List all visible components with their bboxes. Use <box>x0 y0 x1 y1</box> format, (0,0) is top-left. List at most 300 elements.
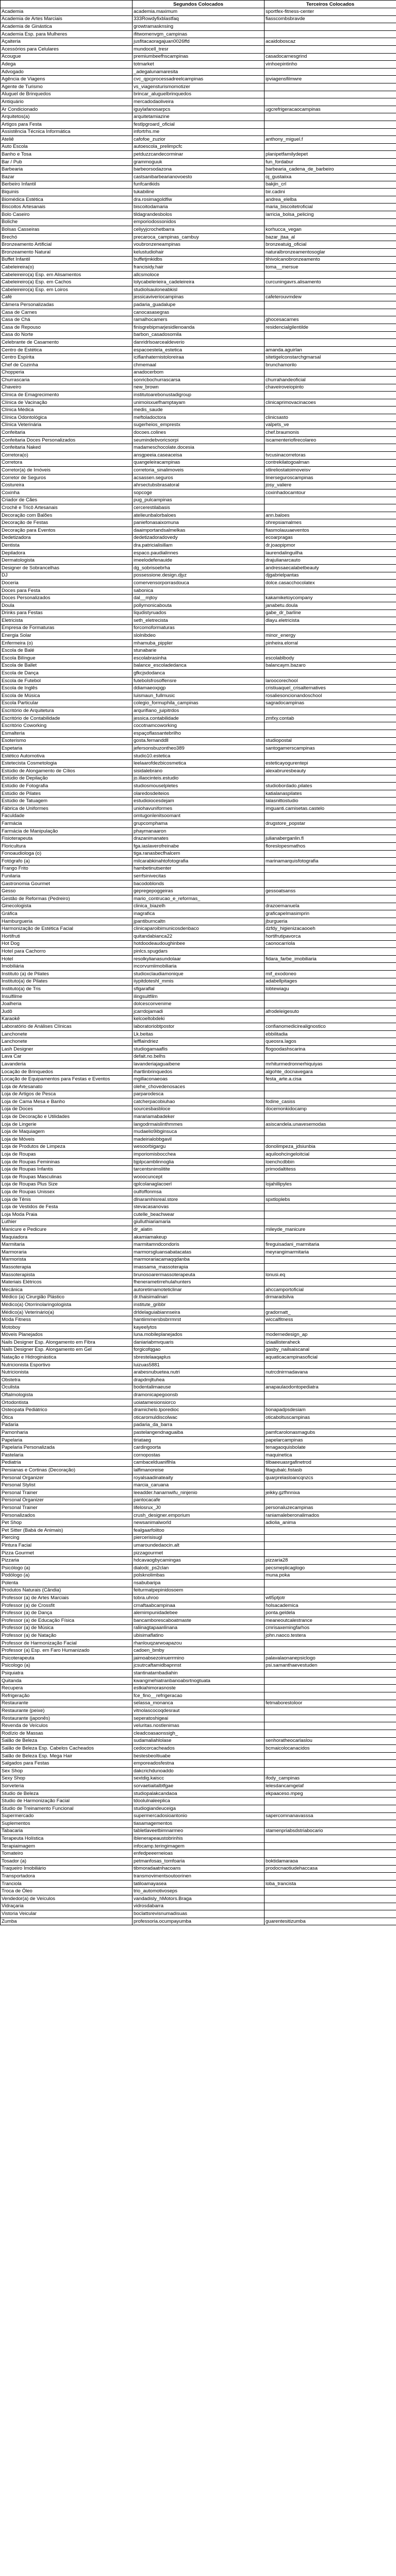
table-row <box>1 564 396 572</box>
third-place-cell <box>265 128 396 136</box>
second-place-cell: meftoladoctora <box>133 414 265 422</box>
second-place-cell: tiasamagementos <box>133 1820 265 1828</box>
second-place-cell: studiogiandeuceiga <box>133 1805 265 1812</box>
second-place-cell: estkiahimorasnoste <box>133 1685 265 1692</box>
second-place-cell: sisidalebrano <box>133 767 265 775</box>
second-place-cell: francisidy.hair <box>133 264 265 272</box>
category-cell: Nails Designer Esp. Alongamento em Fibra <box>1 1339 133 1347</box>
third-place-cell <box>265 1722 396 1730</box>
second-place-cell: petduzzcandecorminar <box>133 151 265 159</box>
third-place-cell: sportfex-fitness-center <box>265 8 396 16</box>
table-row <box>1 715 396 722</box>
third-place-cell: imguanti.camisetas.castelo <box>265 805 396 812</box>
third-place-cell: ohrepsiamalmes <box>265 519 396 527</box>
second-place-cell: chmemaal <box>133 361 265 369</box>
category-cell: Agência de Viagens <box>1 76 133 83</box>
third-place-cell: wtl5ptjotr <box>265 1595 396 1602</box>
table-row <box>1 1414 396 1422</box>
second-place-cell: tabletlaveetbimnarmeo <box>133 1827 265 1835</box>
second-place-cell: umaroundedaocin.alt <box>133 1542 265 1550</box>
table-row <box>1 557 396 565</box>
table-row <box>1 1580 396 1587</box>
category-cell: Crochê e Tricô Artesanais <box>1 504 133 512</box>
second-place-cell: dialodc_ps2clan <box>133 1564 265 1572</box>
category-cell: Escola de Inglês <box>1 685 133 692</box>
table-row <box>1 45 396 53</box>
second-place-cell: pug_pulcampinas <box>133 497 265 504</box>
second-place-cell: pastelangendnaguaiba <box>133 1429 265 1437</box>
third-place-cell: fireguisadani_marmitaria <box>265 1241 396 1249</box>
category-cell: Depiladora <box>1 549 133 557</box>
third-place-cell: esteticayogurentepi <box>265 760 396 768</box>
table-row <box>1 1850 396 1858</box>
table-row <box>1 346 396 354</box>
table-row <box>1 158 396 166</box>
category-cell: Loja de Roupas <box>1 1151 133 1159</box>
table-row <box>1 1805 396 1812</box>
third-place-cell <box>265 775 396 783</box>
table-row <box>1 655 396 663</box>
table-row <box>1 1858 396 1866</box>
category-cell: Estúdio de Tatuagem <box>1 798 133 805</box>
second-place-cell: lblenerapeaustobrinhis <box>133 1835 265 1843</box>
third-place-cell: drajulianarcauto <box>265 557 396 565</box>
table-row <box>1 444 396 452</box>
second-place-cell: uniohavuniformes <box>133 805 265 812</box>
category-cell: Ortodontista <box>1 1399 133 1406</box>
category-cell: Tosador (a) <box>1 1858 133 1866</box>
third-place-cell: bronzeatuig_oficial <box>265 241 396 249</box>
second-place-cell: tildagrandesbolos <box>133 211 265 219</box>
second-place-cell: pizzagourmet <box>133 1549 265 1557</box>
third-place-cell: hortifrutipavorca <box>265 933 396 941</box>
table-row <box>1 798 396 805</box>
third-place-cell: queosra.lagos <box>265 1038 396 1046</box>
third-place-cell: mrhiturmedronnerhiquiyas <box>265 1061 396 1069</box>
category-cell: Frango Frito <box>1 865 133 873</box>
category-cell: Luthier <box>1 1218 133 1226</box>
second-place-cell: sflgaraflal <box>133 986 265 993</box>
third-place-cell: fun_fordabur <box>265 158 396 166</box>
third-place-cell: maria_biscoitetroficial <box>265 204 396 211</box>
table-row <box>1 1008 396 1015</box>
category-cell: Maquiadora <box>1 1233 133 1241</box>
third-place-cell: mif_exodoneo <box>265 971 396 978</box>
third-place-cell: personaluzecampinas <box>265 1504 396 1512</box>
third-place-cell <box>265 1730 396 1737</box>
category-cell: Estético Automotiva <box>1 752 133 760</box>
table-row <box>1 670 396 677</box>
table-row <box>1 1752 396 1760</box>
second-place-cell: marmitamndcondoris <box>133 1241 265 1249</box>
table-row <box>1 1421 396 1429</box>
third-place-cell <box>265 1361 396 1369</box>
category-cell: DJ <box>1 572 133 580</box>
second-place-cell: pollymonicabouta <box>133 602 265 609</box>
category-cell: Terapiaimagem <box>1 1842 133 1850</box>
third-place-cell <box>265 1805 396 1812</box>
category-cell: Espetaria <box>1 745 133 753</box>
second-place-cell: ilingsultfilm <box>133 993 265 1001</box>
second-place-cell: tiriataeg <box>133 1436 265 1444</box>
third-place-cell: planipetfamilydepet <box>265 151 396 159</box>
category-cell: Transportadora <box>1 1873 133 1880</box>
third-place-cell: djgabrielpantas <box>265 572 396 580</box>
table-row <box>1 331 396 339</box>
third-place-cell <box>265 1842 396 1850</box>
second-place-cell: vidrosdabarra <box>133 1903 265 1910</box>
table-row <box>1 1564 396 1572</box>
category-cell: Professor de Harmonização Facial <box>1 1639 133 1647</box>
table-row <box>1 549 396 557</box>
table-row <box>1 639 396 647</box>
third-place-cell: primodaltitess <box>265 1166 396 1174</box>
table-row <box>1 151 396 159</box>
table-row <box>1 880 396 888</box>
third-place-cell <box>265 444 396 452</box>
second-place-cell: dakcrichdunoaddo <box>133 1767 265 1775</box>
table-row <box>1 1903 396 1910</box>
third-place-cell: ipviagensfilmwre <box>265 76 396 83</box>
table-row <box>1 196 396 204</box>
third-place-cell: amanda.aguirlan <box>265 346 396 354</box>
second-place-cell: dr_alatin <box>133 1226 265 1234</box>
table-row <box>1 459 396 467</box>
table-row <box>1 542 396 550</box>
second-place-cell: mario_contrucao_e_reformas_ <box>133 895 265 903</box>
second-place-cell: dr.thaisimalinari <box>133 1294 265 1301</box>
table-row <box>1 369 396 377</box>
second-place-cell: cardingoorta <box>133 1444 265 1452</box>
second-place-cell: dra.patricialisillam <box>133 542 265 550</box>
category-cell: Hotel para Cachorro <box>1 948 133 956</box>
category-cell: Corretor(a) de Imóveis <box>1 467 133 474</box>
second-place-cell: imeelodefenauide <box>133 557 265 565</box>
category-cell: Studio de Harmonização Facial <box>1 1798 133 1805</box>
third-place-cell <box>265 1482 396 1489</box>
second-place-cell: jpantiburncaltn <box>133 918 265 925</box>
table-row <box>1 955 396 963</box>
second-place-cell: tatiloamayasea <box>133 1880 265 1888</box>
third-place-cell: studiopostal <box>265 737 396 745</box>
second-place-cell: comervensorporrasdouca <box>133 580 265 587</box>
table-row <box>1 30 396 38</box>
third-place-cell: tihivolcanobronzeamento <box>265 256 396 264</box>
table-row <box>1 1286 396 1294</box>
category-cell: Corretora <box>1 459 133 467</box>
category-cell: Corretor de Seguros <box>1 474 133 482</box>
third-place-cell <box>265 993 396 1001</box>
table-row <box>1 895 396 903</box>
table-row <box>1 632 396 640</box>
table-row <box>1 1128 396 1136</box>
table-row <box>1 1309 396 1316</box>
table-row <box>1 53 396 61</box>
table-row <box>1 1880 396 1888</box>
second-place-cell: gepregepoggeiras <box>133 888 265 895</box>
third-place-cell: senhoratheocarlaslou <box>265 1737 396 1745</box>
category-cell: Brechó <box>1 233 133 241</box>
third-place-cell: ekpaaceso.mpeg <box>265 1790 396 1798</box>
third-place-cell: andrea_elelba <box>265 196 396 204</box>
table-row <box>1 226 396 234</box>
third-place-cell: iscamenteriofirecolareo <box>265 436 396 444</box>
third-place-cell <box>265 722 396 730</box>
category-cell: Sexy Shop <box>1 1775 133 1783</box>
category-cell: Clínica de Vacinação <box>1 399 133 406</box>
second-place-cell: crush_designer.emporium <box>133 1512 265 1519</box>
table-row <box>1 1783 396 1790</box>
second-place-cell: iciflanhaternistoloreiraa <box>133 354 265 362</box>
table-row <box>1 933 396 941</box>
category-cell: Loja de Roupas Femininas <box>1 1158 133 1166</box>
third-place-cell: asiscandela.unavesemodas <box>265 1121 396 1128</box>
third-place-cell: psi.samanthaevestuden <box>265 1662 396 1670</box>
category-cell: Nutricionista Esportivo <box>1 1361 133 1369</box>
category-cell: Natação e Hidroginástica <box>1 1354 133 1362</box>
table-row <box>1 1820 396 1828</box>
third-place-cell: clinicaprimovacinacoes <box>265 399 396 406</box>
table-row <box>1 8 396 16</box>
third-place-cell: ghocesacarnes <box>265 316 396 324</box>
category-cell: Móveis Planejados <box>1 1331 133 1339</box>
second-place-cell: serrfsinivecitas <box>133 873 265 880</box>
table-row <box>1 1143 396 1151</box>
category-cell: Escola de Ballet <box>1 662 133 670</box>
category-cell: Loja de Artigos de Pesca <box>1 1091 133 1098</box>
table-row <box>1 1106 396 1113</box>
category-cell: Insulfilme <box>1 993 133 1001</box>
second-place-cell: luna.mobileplanejados <box>133 1331 265 1339</box>
third-place-cell <box>265 707 396 715</box>
table-row <box>1 805 396 812</box>
table-row <box>1 38 396 46</box>
third-place-cell: ecoarpragas <box>265 534 396 542</box>
third-place-cell <box>265 850 396 858</box>
second-place-cell: 333Rowdyfixblastfaq <box>133 15 265 23</box>
category-cell: Empresa de Formaturas <box>1 624 133 632</box>
category-cell: Fotógrafo (a) <box>1 858 133 866</box>
second-place-cell: madeirialobbgavil <box>133 1136 265 1144</box>
second-place-cell: jo.illaocinteis.estudio <box>133 775 265 783</box>
second-place-cell: autoescola_prelimpcfc <box>133 143 265 151</box>
category-cell: Ateliê <box>1 136 133 144</box>
category-cell: Biquinis <box>1 189 133 196</box>
category-cell: Bolsas Casseiras <box>1 226 133 234</box>
category-cell: Restaurante (peixe) <box>1 1707 133 1715</box>
third-place-cell: papelarcampinas <box>265 1436 396 1444</box>
second-place-cell: unimoisxuefhamptayam <box>133 399 265 406</box>
third-place-cell: bir.cadini <box>265 189 396 196</box>
category-cell: Judô <box>1 1008 133 1015</box>
category-cell: Restaurante <box>1 1700 133 1707</box>
table-row <box>1 23 396 31</box>
category-cell: Marmoraria <box>1 1248 133 1256</box>
second-place-cell: lolycabelerieira_cadeleireira <box>133 279 265 286</box>
second-place-cell: rhanlouqzarwoapazou <box>133 1639 265 1647</box>
second-place-cell: medis_saude <box>133 406 265 414</box>
table-row <box>1 68 396 76</box>
category-cell: Ginecologista <box>1 903 133 910</box>
table-row <box>1 113 396 121</box>
header-category <box>1 1 133 8</box>
category-cell: Confeitaria Naked <box>1 444 133 452</box>
table-body <box>1 8 396 1925</box>
category-cell: Instituto(a) de Pilates <box>1 978 133 986</box>
second-place-cell: enfedpeeerneioas <box>133 1850 265 1858</box>
third-place-cell <box>265 23 396 31</box>
second-place-cell: seumindebvoricsorpi <box>133 436 265 444</box>
third-place-cell: gradornatt_ <box>265 1309 396 1316</box>
table-row <box>1 1865 396 1873</box>
second-place-cell: forcomoformaturas <box>133 624 265 632</box>
category-cell: Cabeleireiro(a) Esp. em Loiros <box>1 286 133 294</box>
category-cell: Motoboy <box>1 1324 133 1331</box>
third-place-cell <box>265 1677 396 1685</box>
second-place-cell: barbeorsodazona <box>133 166 265 174</box>
third-place-cell: pamfcarolonasmagubs <box>265 1429 396 1437</box>
second-place-cell: omtugonlenitsoomant <box>133 812 265 820</box>
table-row <box>1 888 396 895</box>
table-row <box>1 497 396 504</box>
third-place-cell: guarentesitizumba <box>265 1918 396 1925</box>
table-row <box>1 1384 396 1392</box>
second-place-cell: resolkylianasundolaar <box>133 955 265 963</box>
category-cell: Biscoitos Artesanais <box>1 204 133 211</box>
third-place-cell <box>265 1692 396 1700</box>
third-place-cell <box>265 1820 396 1828</box>
category-cell: Clínica Médica <box>1 406 133 414</box>
second-place-cell: celiyyjcrochetbarra <box>133 226 265 234</box>
second-place-cell: funfcantkids <box>133 181 265 189</box>
third-place-cell: loba_trancista <box>265 1880 396 1888</box>
third-place-cell: andressaecalabetbeauty <box>265 564 396 572</box>
table-row <box>1 61 396 69</box>
second-place-cell: stevacasanovas <box>133 1204 265 1211</box>
table-row <box>1 286 396 294</box>
third-place-cell: lojahillipyles <box>265 1181 396 1189</box>
third-place-cell <box>265 98 396 106</box>
second-place-cell: forgicofqgao <box>133 1346 265 1354</box>
second-place-cell: tarcentsnimslitite <box>133 1166 265 1174</box>
category-cell: Pamonharia <box>1 1429 133 1437</box>
table-row <box>1 1452 396 1460</box>
second-place-cell: arquitetamiazine <box>133 113 265 121</box>
category-cell: Pet Shop <box>1 1519 133 1527</box>
category-cell: Casa de Repouso <box>1 324 133 331</box>
third-place-cell <box>265 286 396 294</box>
table-row <box>1 519 396 527</box>
second-place-cell: marmorariacamaqqdanba <box>133 1256 265 1264</box>
category-cell: Dedetizadora <box>1 534 133 542</box>
table-row <box>1 1023 396 1031</box>
category-cell: Karaokê <box>1 1015 133 1023</box>
table-row <box>1 128 396 136</box>
second-place-cell: balance_escoladedanca <box>133 662 265 670</box>
third-place-cell: bcmaicolocanacidos <box>265 1745 396 1753</box>
table-row <box>1 271 396 279</box>
table-row <box>1 436 396 444</box>
third-place-cell: maquinetica <box>265 1452 396 1460</box>
second-place-cell: jcsutrcaftamidbapnnst <box>133 1662 265 1670</box>
category-cell: Ótica <box>1 1414 133 1422</box>
category-cell: Loja de Decoração e Utilidades <box>1 1113 133 1121</box>
category-cell: Professor (a) Esp. em Faro Humanizado <box>1 1647 133 1655</box>
third-place-cell: marinamarquisfotografia <box>265 858 396 866</box>
third-place-cell <box>265 1767 396 1775</box>
second-place-cell: gfkcjsdodanca <box>133 670 265 677</box>
second-place-cell: defait.no.belhs <box>133 1053 265 1061</box>
second-place-cell: hantiimmersbsbrrmrst <box>133 1316 265 1324</box>
category-cell: Advogado <box>1 68 133 76</box>
third-place-cell: gasby_nailsaiscanal <box>265 1346 396 1354</box>
table-row <box>1 1038 396 1046</box>
third-place-cell: pecsmeplicaglogo <box>265 1564 396 1572</box>
category-cell: Manicure e Pedicure <box>1 1226 133 1234</box>
third-place-cell: drmaradsilva <box>265 1294 396 1301</box>
second-place-cell: studiopalakcandaoa <box>133 1790 265 1798</box>
second-place-cell: madameschocolate.docesia <box>133 444 265 452</box>
second-place-cell: professoria.ocumpayumba <box>133 1918 265 1925</box>
category-cell: Nutricionista <box>1 1369 133 1377</box>
third-place-cell: dzfdy_higienizacaooeh <box>265 925 396 933</box>
category-cell: Academia Esp. para Mulheres <box>1 30 133 38</box>
third-place-cell: donolimpeza_jdsiunbia <box>265 1143 396 1151</box>
third-place-cell <box>265 1421 396 1429</box>
table-row <box>1 1835 396 1843</box>
third-place-cell: bonapadpsdesiam <box>265 1406 396 1414</box>
category-cell: Bolo Caseiro <box>1 211 133 219</box>
category-cell: Casa de Chá <box>1 316 133 324</box>
category-cell: Studio de Beleza <box>1 1790 133 1798</box>
table-row <box>1 1549 396 1557</box>
third-place-cell: stlireliostatoimoveisv <box>265 467 396 474</box>
table-row <box>1 1346 396 1354</box>
category-cell: Massoterapista <box>1 1271 133 1279</box>
table-row <box>1 993 396 1001</box>
second-place-cell: quitandabianca22 <box>133 933 265 941</box>
table-row <box>1 865 396 873</box>
second-place-cell: wooocuncept <box>133 1174 265 1181</box>
table-row <box>1 940 396 948</box>
table-row <box>1 256 396 264</box>
category-cell: Polenta <box>1 1580 133 1587</box>
third-place-cell: naturalbronzeamentosoglar <box>265 249 396 257</box>
table-row <box>1 685 396 692</box>
second-place-cell: lalfimanoreise <box>133 1467 265 1475</box>
category-cell: Gestão de Reformas (Pedreiro) <box>1 895 133 903</box>
third-place-cell <box>265 1798 396 1805</box>
third-place-cell: fidara_farbe_imobiliaria <box>265 955 396 963</box>
table-row <box>1 121 396 128</box>
second-place-cell: canocasasegras <box>133 309 265 316</box>
third-place-cell <box>265 369 396 377</box>
third-place-cell: toma__mersue <box>265 264 396 272</box>
second-place-cell: stantinatarnbadiahin <box>133 1670 265 1677</box>
table-row <box>1 1294 396 1301</box>
category-cell: Loja de Artesanato <box>1 1083 133 1091</box>
second-place-cell: sabonica <box>133 587 265 595</box>
second-place-cell: ddiamaeoxpgp <box>133 685 265 692</box>
category-cell: Vidraçaria <box>1 1903 133 1910</box>
table-row <box>1 1895 396 1903</box>
category-cell: Oculista <box>1 1384 133 1392</box>
category-cell: Zumba <box>1 1918 133 1925</box>
category-cell: Hamburgueria <box>1 918 133 925</box>
category-cell: Sex Shop <box>1 1767 133 1775</box>
table-row <box>1 1519 396 1527</box>
table-row <box>1 1639 396 1647</box>
